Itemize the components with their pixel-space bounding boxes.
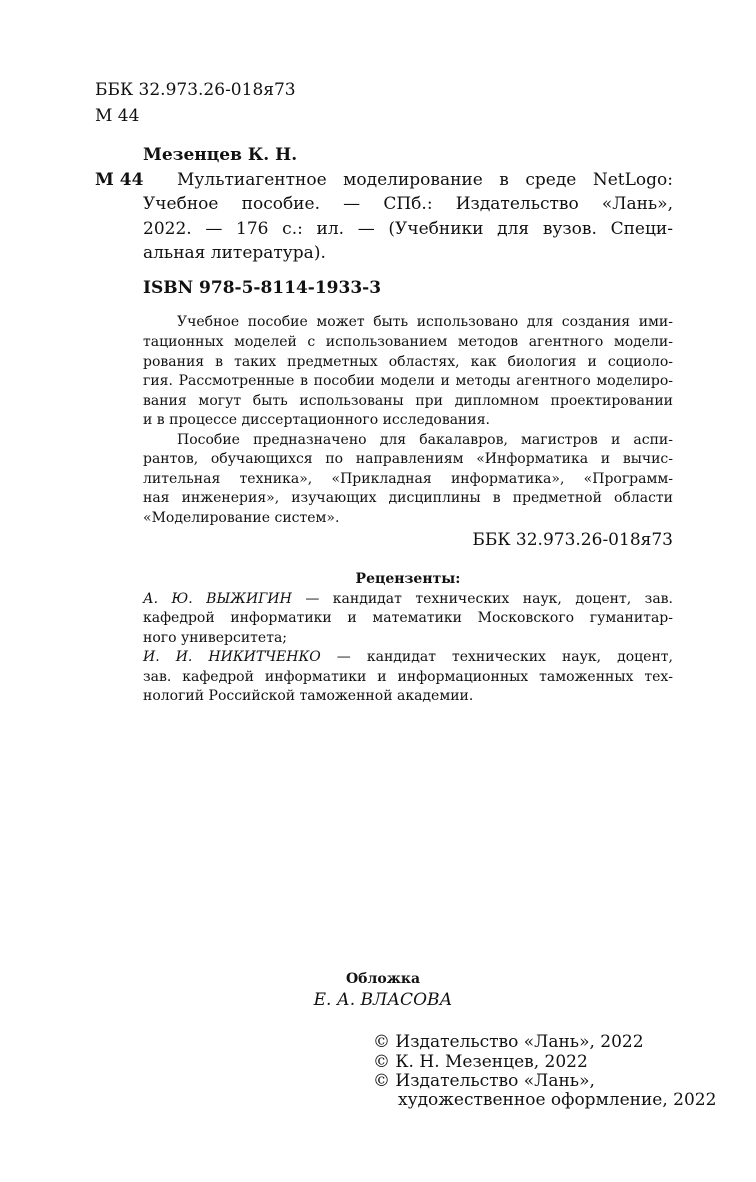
reviewer-2-desc: — кандидат технических наук, доцент, [320,649,673,665]
abstract-line: вания могут быть использованы при дипломном проектировании [143,393,673,409]
abstract-line: лительная техника», «Прикладная информатика», «Программ- [143,471,673,487]
reviewer-1-line-3: ного университета; [143,630,288,646]
reviewer-2-name: И. И. НИКИТЧЕНКО [143,649,321,665]
isbn: ISBN 978-5-8114-1933-3 [143,278,382,298]
reviewer-1-line-2: кафедрой информатики и математики Московского гуманитар- [143,610,673,626]
abstract-line: и в процессе диссертационного исследования. [143,412,490,428]
abstract-line: рантов, обучающихся по направлениям «Информатика и вычис- [143,451,673,467]
abstract-line: «Моделирование систем». [143,510,340,526]
entry-line-1: Мультиагентное моделирование в среде NetLogo: [177,170,673,190]
abstract-line: Учебное пособие может быть использовано для создания ими- [177,314,673,330]
abstract-line: рования в таких предметных областях, как биология и социоло- [143,354,673,370]
abstract-line: ная инженерия», изучающих дисциплины в предметной области [143,490,673,506]
copyright-line: © Издательство «Лань», [373,1071,595,1091]
cover-title: Обложка [345,971,421,987]
reviewer-1-line-1 [143,590,673,610]
entry-line-2: Учебное пособие. — СПб.: Издательство «Лань», [143,194,673,214]
abstract-line: Пособие предназначено для бакалавров, магистров и аспи- [177,432,673,448]
copyright-line: © Издательство «Лань», 2022 [373,1032,644,1052]
abstract-line: гия. Рассмотренные в пособии модели и методы агентного моделиро- [143,373,673,389]
author-name: Мезенцев К. Н. [143,145,298,165]
bbk-index: ББК 32.973.26-018я73 [95,80,296,100]
entry-line-3: 2022. — 176 с.: ил. — (Учебники для вузов. Специ- [143,219,673,239]
reviewer-1-name: А. Ю. ВЫЖИГИН [143,591,292,607]
reviewer-2-line-2: зав. кафедрой информатики и информационных таможенных тех- [143,669,673,685]
reviewer-1-desc: — кандидат технических наук, доцент, зав. [291,591,673,607]
reviewer-2-line-3: нологий Российской таможенной академии. [143,688,474,704]
bbk-index-right: ББК 32.973.26-018я73 [472,530,673,550]
entry-line-4: альная литература). [143,243,326,263]
reviewer-2-line-1 [143,648,673,668]
reviewers-title: Рецензенты: [355,571,461,587]
entry-author-mark: М 44 [95,170,144,190]
copyright-line: художественное оформление, 2022 [398,1090,717,1110]
copyright-line: © К. Н. Мезенцев, 2022 [373,1052,588,1072]
author-mark: М 44 [95,106,140,126]
abstract-line: тационных моделей с использованием методов агентного модели- [143,334,673,350]
cover-designer: Е. А. ВЛАСОВА [313,990,453,1010]
